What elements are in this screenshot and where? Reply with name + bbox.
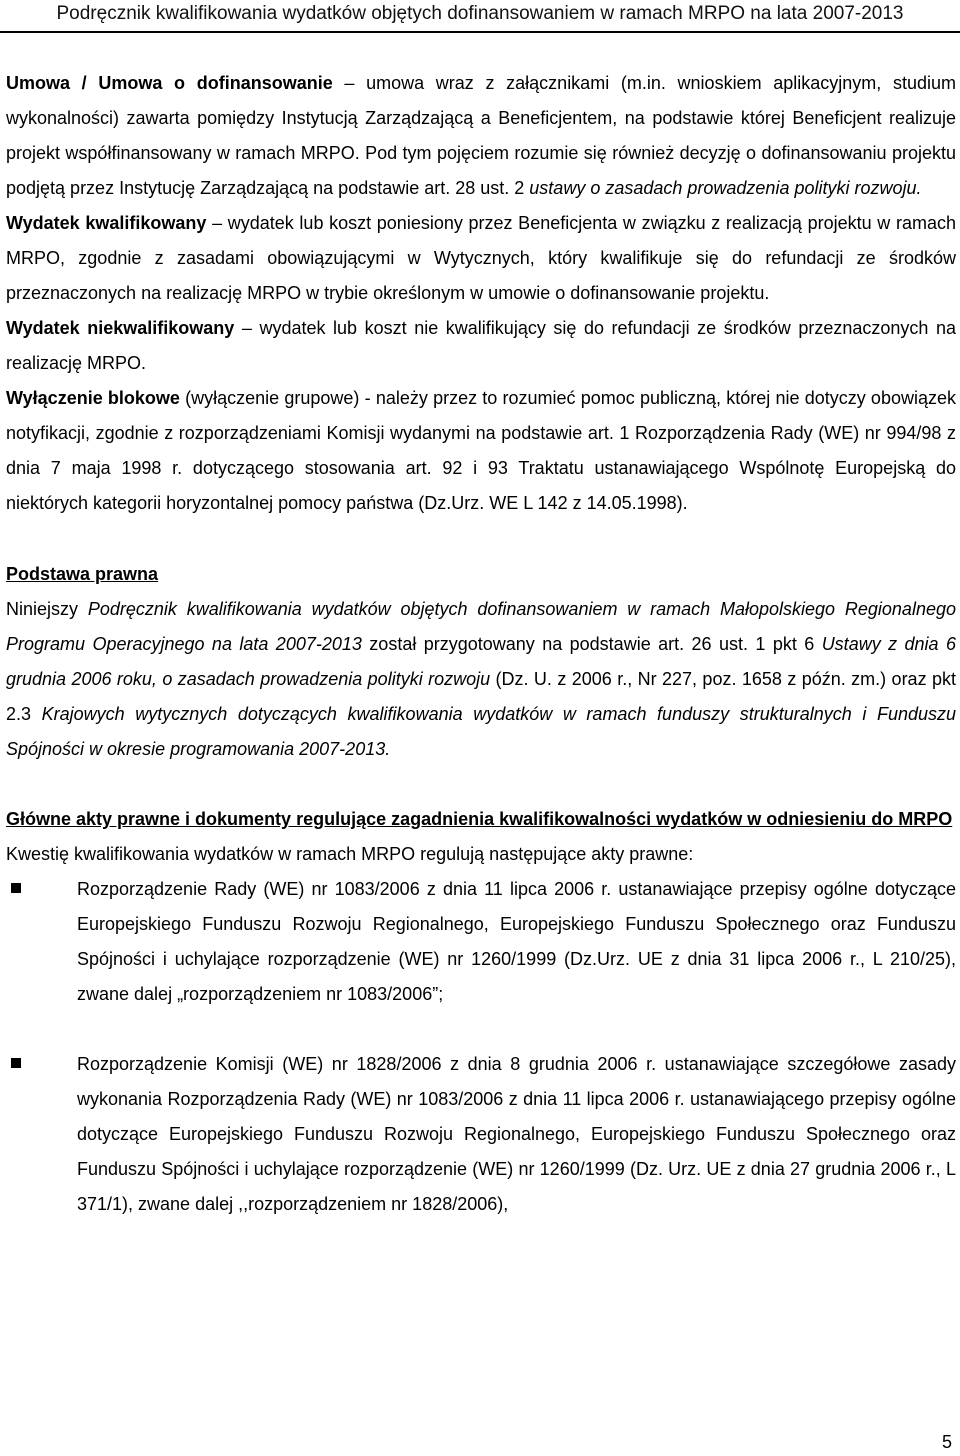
- definition-wydatek-kwalifikowany: [6, 206, 956, 311]
- page-number: 5: [941, 1432, 952, 1452]
- definition-term: Wydatek niekwalifikowany: [6, 318, 235, 338]
- page-header: Podręcznik kwalifikowania wydatków objętych dofinansowaniem w ramach MRPO na lata 2007-2013: [56, 3, 904, 24]
- square-bullet-icon: [11, 1058, 21, 1068]
- definition-text: – wydatek lub koszt nie kwalifikujący się do refundacji ze środków przeznaczonych na realizację MRPO.: [6, 318, 956, 373]
- paragraph-text: został przygotowany na podstawie art. 26 ust. 1 pkt 6: [361, 634, 822, 654]
- header-divider: [0, 31, 960, 33]
- section-heading: Podstawa prawna: [6, 564, 159, 584]
- definition-text: (wyłączenie grupowe) - należy przez to rozumieć pomoc publiczną, której nie dotyczy obowiązek notyfikacji, zgodnie z rozporządzeniami Komisji wydanymi na podstawie art. 1 Rozporządzenia Rady (WE) nr 994/98 z dnia 7 maja 1998 r. dotyczącego stosowania art. 92 i 93 Traktatu ustanawiającego Wspólnotę Europejską do niektórych kategorii horyzontalnej pomocy państwa (Dz.Urz. WE L 142 z 14.05.1998).: [6, 388, 956, 513]
- square-bullet-icon: [11, 883, 21, 893]
- main-acts-intro: Kwestię kwalifikowania wydatków w ramach MRPO regulują następujące akty prawne:: [6, 844, 694, 864]
- document-body: [6, 66, 956, 1222]
- legal-acts-list: [6, 872, 956, 1222]
- definition-wylaczenie-blokowe: [6, 381, 956, 521]
- paragraph-italic: Krajowych wytycznych dotyczących kwalifikowania wydatków w ramach funduszy strukturalnych i Funduszu Spójności w okresie programowania 2007-2013.: [6, 704, 957, 759]
- paragraph-italic: Podręcznik kwalifikowania wydatków objętych dofinansowaniem w ramach Małopolskiego Regionalnego Programu Operacyjnego na lata 2007-2013: [6, 599, 956, 654]
- definition-wydatek-niekwalifikowany: [6, 311, 956, 381]
- section-heading-legal-basis: [6, 557, 956, 592]
- paragraph-text: Niniejszy: [6, 599, 88, 619]
- definition-text: – wydatek lub koszt poniesiony przez Beneficjenta w związku z realizacją projektu w ramach MRPO, zgodnie z zasadami obowiązującymi w Wytycznych, który kwalifikuje się do refundacji ze środków przeznaczonych na realizację MRPO w trybie określonym w umowie o dofinansowanie projektu.: [6, 213, 956, 303]
- list-item: [6, 872, 956, 1012]
- section-heading: Główne akty prawne i dokumenty regulujące zagadnienia kwalifikowalności wydatków w odniesieniu do MRPO: [6, 809, 953, 829]
- spacer: [6, 767, 956, 802]
- list-item: [6, 1047, 956, 1222]
- section-heading-main-acts: [6, 802, 956, 837]
- definition-umowa: [6, 66, 956, 206]
- definition-term: Wydatek kwalifikowany: [6, 213, 207, 233]
- spacer: [6, 521, 956, 557]
- definition-term: Wyłączenie blokowe: [6, 388, 180, 408]
- paragraph-text: (Dz. U. z 2006 r., Nr 227, poz. 1658 z późn. zm.) oraz pkt 2.3: [6, 669, 956, 724]
- list-item-text: Rozporządzenie Komisji (WE) nr 1828/2006 z dnia 8 grudnia 2006 r. ustanawiające szczegółowe zasady wykonania Rozporządzenia Rady (WE) nr 1083/2006 z dnia 11 lipca 2006 r. ustanawiającego przepisy ogólne dotyczące Europejskiego Funduszu Rozwoju Regionalnego, Europejskiego Funduszu Społecznego oraz Funduszu Spójności i uchylające rozporządzenie (WE) nr 1260/1999 (Dz. Urz. UE z dnia 27 grudnia 2006 r., L 371/1), zwane dalej ,,rozporządzeniem nr 1828/2006),: [77, 1054, 956, 1214]
- list-item-text: Rozporządzenie Rady (WE) nr 1083/2006 z dnia 11 lipca 2006 r. ustanawiające przepisy ogólne dotyczące Europejskiego Funduszu Rozwoju Regionalnego, Europejskiego Funduszu Społecznego oraz Funduszu Spójności i uchylające rozporządzenie (WE) nr 1260/1999 (Dz.Urz. UE z dnia 31 lipca 2006 r., L 210/25), zwane dalej „rozporządzeniem nr 1083/2006”;: [77, 879, 956, 1004]
- definition-text-italic: ustawy o zasadach prowadzenia polityki rozwoju.: [529, 178, 922, 198]
- definition-text: – umowa wraz z załącznikami (m.in. wnioskiem aplikacyjnym, studium wykonalności) zawarta pomiędzy Instytucją Zarządzającą a Beneficjentem, na podstawie której Beneficjent realizuje projekt współfinansowany w ramach MRPO. Pod tym pojęciem rozumie się również decyzję o dofinansowaniu projektu podjętą przez Instytucję Zarządzającą na podstawie art. 28 ust. 2: [6, 73, 956, 198]
- definition-term: Umowa / Umowa o dofinansowanie: [6, 73, 333, 93]
- legal-basis-paragraph: [6, 592, 956, 767]
- paragraph-italic: Ustawy z dnia 6 grudnia 2006 roku, o zasadach prowadzenia polityki rozwoju: [6, 634, 956, 689]
